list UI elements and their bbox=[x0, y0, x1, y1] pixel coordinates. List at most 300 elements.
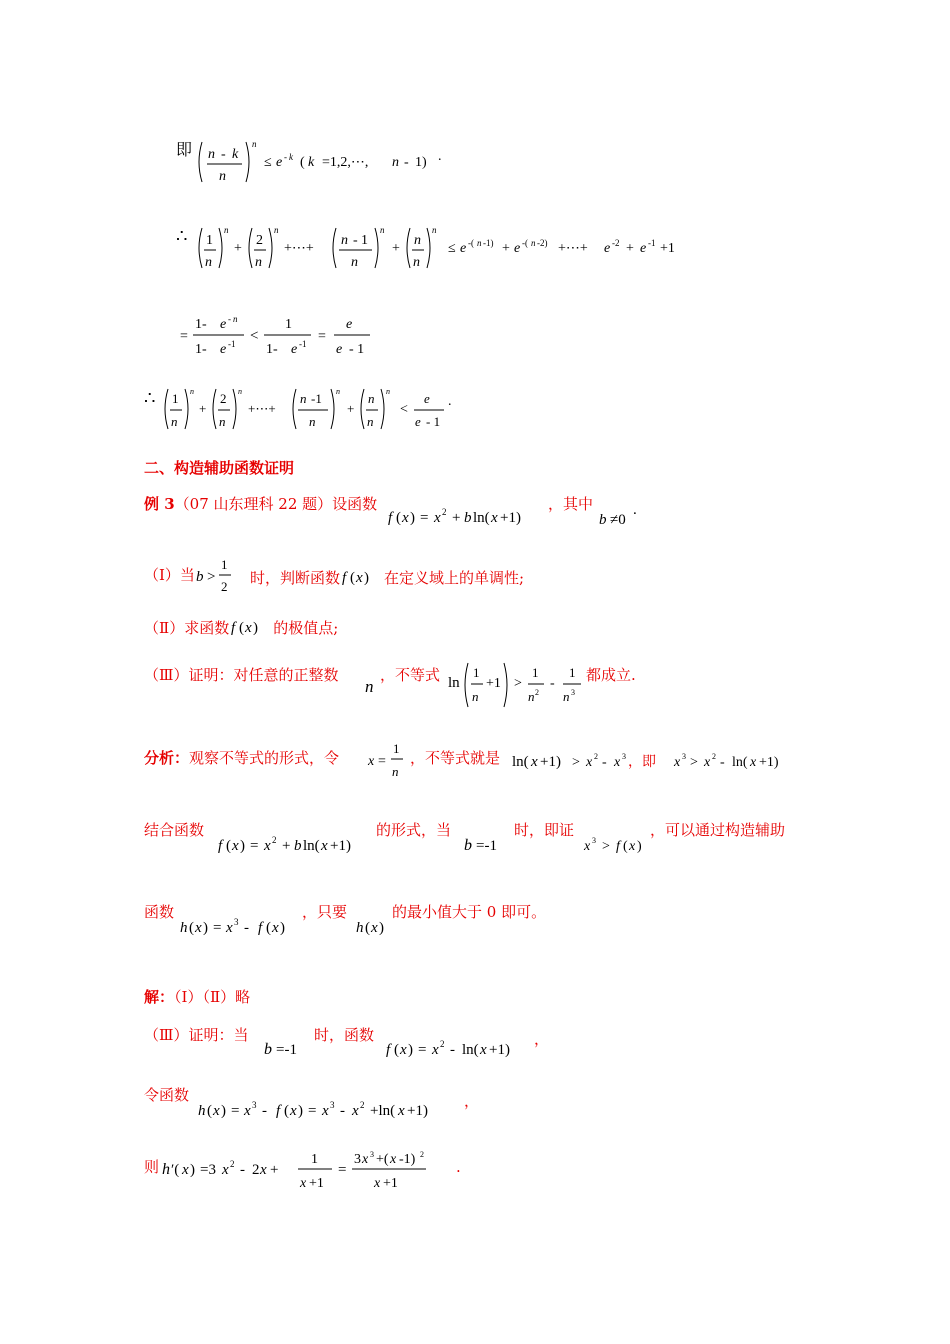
svg-text:1: 1 bbox=[532, 665, 539, 680]
svg-text:x: x bbox=[272, 920, 279, 936]
svg-text:n: n bbox=[341, 233, 348, 248]
svg-text:n: n bbox=[233, 314, 238, 324]
q1-a: （Ⅰ）当 bbox=[144, 566, 195, 584]
svg-text:3: 3 bbox=[252, 1100, 257, 1110]
svg-text:): ) bbox=[410, 510, 415, 526]
proof-line-2 bbox=[176, 228, 187, 246]
svg-text:+1): +1) bbox=[330, 838, 351, 854]
formula-b-gt-half bbox=[194, 555, 250, 597]
question-3 bbox=[144, 668, 338, 683]
svg-text:-1): -1) bbox=[399, 1152, 416, 1167]
svg-text:x: x bbox=[434, 510, 441, 526]
svg-text:x: x bbox=[614, 755, 621, 770]
svg-text:): ) bbox=[298, 1103, 303, 1119]
svg-text:-: - bbox=[262, 1103, 267, 1119]
svg-text:+⋯+: +⋯+ bbox=[284, 241, 314, 256]
svg-text:h: h bbox=[356, 920, 364, 936]
solution-s2-b: 时，函数 bbox=[314, 1026, 375, 1044]
svg-text:e: e bbox=[514, 241, 521, 256]
svg-text:2: 2 bbox=[712, 752, 716, 761]
svg-text:x: x bbox=[531, 754, 538, 770]
svg-text:(: ( bbox=[350, 570, 356, 586]
analysis-t6: 时，即证 bbox=[514, 821, 575, 839]
svg-text:=: = bbox=[338, 1162, 347, 1178]
svg-text:ln(: ln( bbox=[473, 510, 490, 526]
svg-text:+: + bbox=[199, 401, 207, 416]
svg-text:(: ( bbox=[207, 1103, 212, 1119]
formula-hx bbox=[178, 914, 308, 938]
analysis-t9: ，只要 bbox=[302, 903, 348, 921]
formula-fx-q2 bbox=[229, 618, 273, 636]
svg-text:1: 1 bbox=[311, 1152, 318, 1167]
svg-text:ln(: ln( bbox=[512, 754, 529, 770]
svg-text:f: f bbox=[276, 1103, 281, 1119]
svg-text:3: 3 bbox=[682, 752, 686, 761]
formula-b-neq-0 bbox=[597, 504, 647, 530]
svg-text:=: = bbox=[213, 920, 222, 936]
svg-text:x: x bbox=[371, 920, 378, 936]
svg-text:h: h bbox=[198, 1103, 206, 1119]
svg-text:e: e bbox=[291, 342, 298, 357]
svg-text:+1: +1 bbox=[660, 241, 675, 256]
svg-text:b: b bbox=[464, 510, 472, 526]
svg-text:=-1: =-1 bbox=[276, 1042, 297, 1058]
solution-s1: （Ⅰ）（Ⅱ）略 bbox=[174, 988, 251, 1006]
svg-text:+: + bbox=[270, 1162, 279, 1178]
svg-text:3: 3 bbox=[370, 1150, 374, 1159]
svg-text:k: k bbox=[232, 147, 239, 162]
example-source: （07 山东理科 22 题）设函数 bbox=[174, 495, 378, 513]
svg-text:>: > bbox=[602, 839, 610, 854]
analysis-line-1 bbox=[144, 751, 339, 766]
svg-text:x: x bbox=[398, 1103, 405, 1119]
svg-text:>: > bbox=[514, 676, 522, 691]
analysis-t5: 的形式，当 bbox=[376, 821, 452, 839]
svg-text:x: x bbox=[244, 1103, 251, 1119]
svg-text:+: + bbox=[502, 241, 510, 256]
svg-text:- 1: - 1 bbox=[426, 414, 441, 429]
svg-text:-(: -( bbox=[468, 238, 474, 248]
svg-text:x: x bbox=[232, 838, 239, 854]
svg-text:+1: +1 bbox=[383, 1176, 398, 1191]
solution-s2-a: （Ⅲ）证明：当 bbox=[144, 1026, 249, 1044]
svg-text:3: 3 bbox=[622, 752, 626, 761]
svg-text:ln(: ln( bbox=[303, 838, 320, 854]
svg-text:x: x bbox=[674, 755, 681, 770]
svg-text:): ) bbox=[253, 620, 259, 636]
svg-text:=: = bbox=[318, 329, 326, 344]
svg-text:-1: -1 bbox=[311, 391, 322, 406]
svg-text:-2): -2) bbox=[537, 238, 548, 248]
svg-text:e: e bbox=[604, 241, 611, 256]
svg-text:n: n bbox=[190, 387, 194, 396]
svg-text:>: > bbox=[690, 755, 698, 770]
svg-text:f: f bbox=[218, 838, 223, 854]
svg-text:n: n bbox=[392, 155, 399, 170]
svg-text:e: e bbox=[346, 317, 353, 332]
svg-text:=: = bbox=[250, 838, 259, 854]
svg-text:e: e bbox=[424, 391, 430, 406]
analysis-t8: 函数 bbox=[144, 903, 175, 921]
formula-line-2 bbox=[194, 222, 704, 274]
svg-text:k: k bbox=[308, 155, 315, 170]
svg-text:2: 2 bbox=[252, 1162, 260, 1178]
svg-text:x: x bbox=[362, 1152, 369, 1167]
svg-text:+(: +( bbox=[376, 1152, 389, 1167]
svg-text:n: n bbox=[528, 689, 535, 704]
analysis-label: 分析： bbox=[144, 749, 190, 767]
svg-text:=: = bbox=[378, 754, 386, 769]
svg-text:=: = bbox=[418, 1042, 427, 1058]
svg-text:k: k bbox=[289, 152, 293, 162]
formula-hx-sol bbox=[196, 1097, 476, 1121]
svg-text:-1: -1 bbox=[228, 339, 236, 349]
svg-text:1-: 1- bbox=[266, 342, 278, 357]
svg-text:+⋯+: +⋯+ bbox=[248, 401, 276, 416]
analysis-t1: 观察不等式的形式，令 bbox=[189, 749, 340, 767]
example-mid: ，其中 bbox=[548, 495, 594, 513]
formula-ln-gt-x2-x3 bbox=[510, 748, 810, 774]
svg-text:-1: -1 bbox=[299, 339, 307, 349]
svg-text:+: + bbox=[392, 241, 400, 256]
svg-text:n: n bbox=[224, 225, 229, 235]
line-4-prefix: ∴ bbox=[144, 388, 156, 409]
svg-text:): ) bbox=[637, 839, 642, 854]
solution-s4-a: 则 bbox=[144, 1158, 160, 1176]
svg-text:(: ( bbox=[226, 838, 231, 854]
formula-hx-2 bbox=[354, 914, 394, 938]
svg-text:n: n bbox=[386, 387, 390, 396]
svg-text:+1): +1) bbox=[540, 754, 561, 770]
svg-text:，即: ，即 bbox=[628, 755, 656, 770]
svg-text:n: n bbox=[365, 677, 374, 696]
svg-text:>: > bbox=[572, 755, 580, 770]
svg-text:n: n bbox=[205, 255, 212, 270]
svg-text:1): 1) bbox=[415, 155, 427, 170]
svg-text:3: 3 bbox=[234, 917, 239, 927]
svg-text:=1,2,⋯,: =1,2,⋯, bbox=[322, 155, 369, 170]
solution-s3-a: 令函数 bbox=[144, 1086, 190, 1104]
formula-x3-gt-fx bbox=[582, 832, 652, 856]
svg-text:2: 2 bbox=[440, 1039, 445, 1049]
svg-text:2: 2 bbox=[221, 579, 228, 594]
svg-text:-: - bbox=[244, 920, 249, 936]
svg-text:1: 1 bbox=[285, 317, 292, 332]
formula-x-eq-1-over-n bbox=[366, 739, 410, 783]
svg-text:≤: ≤ bbox=[448, 241, 456, 256]
svg-text:ln(: ln( bbox=[462, 1042, 479, 1058]
svg-text:+1): +1) bbox=[500, 510, 521, 526]
svg-text:n: n bbox=[238, 387, 242, 396]
formula-hprime bbox=[160, 1144, 450, 1196]
solution-s4-b: . bbox=[456, 1158, 461, 1176]
svg-text:n: n bbox=[368, 391, 375, 406]
formula-b-eq-neg1 bbox=[462, 832, 518, 856]
svg-text:n: n bbox=[563, 689, 570, 704]
svg-text:n: n bbox=[472, 689, 479, 704]
svg-text:(: ( bbox=[239, 620, 245, 636]
svg-text:2: 2 bbox=[220, 391, 227, 406]
svg-text:1: 1 bbox=[361, 233, 368, 248]
svg-text:1-: 1- bbox=[195, 342, 207, 357]
svg-text:x: x bbox=[390, 1152, 397, 1167]
svg-text:.: . bbox=[438, 149, 442, 164]
svg-text:(: ( bbox=[266, 920, 271, 936]
svg-text:ln(: ln( bbox=[732, 755, 748, 770]
analysis-t7: ，可以通过构造辅助 bbox=[650, 821, 786, 839]
svg-text:f: f bbox=[388, 510, 393, 526]
svg-text:f: f bbox=[258, 920, 263, 936]
svg-text:b: b bbox=[464, 837, 472, 854]
svg-text:(: ( bbox=[365, 920, 370, 936]
svg-text:x: x bbox=[182, 1162, 189, 1178]
svg-text:e: e bbox=[460, 241, 467, 256]
svg-text:e: e bbox=[336, 342, 343, 357]
svg-text:-: - bbox=[353, 233, 358, 248]
svg-text:n: n bbox=[432, 225, 437, 235]
svg-text:≤: ≤ bbox=[264, 155, 272, 170]
svg-text:<: < bbox=[250, 328, 259, 344]
svg-text:<: < bbox=[400, 402, 408, 417]
svg-text:f: f bbox=[342, 570, 347, 586]
svg-text:e: e bbox=[640, 241, 647, 256]
svg-text:x: x bbox=[195, 920, 202, 936]
formula-n bbox=[363, 674, 379, 696]
svg-text:-1: -1 bbox=[648, 238, 656, 248]
svg-text:n: n bbox=[219, 169, 226, 184]
svg-text:e: e bbox=[220, 342, 227, 357]
svg-text:n: n bbox=[219, 414, 226, 429]
svg-text:+1): +1) bbox=[489, 1042, 510, 1058]
svg-text:x: x bbox=[226, 920, 233, 936]
svg-text:(: ( bbox=[396, 510, 401, 526]
svg-text:2: 2 bbox=[230, 1159, 235, 1169]
svg-text:-: - bbox=[240, 1162, 245, 1178]
svg-text:1: 1 bbox=[569, 665, 576, 680]
svg-text:e: e bbox=[220, 317, 227, 332]
svg-text:ln: ln bbox=[448, 675, 460, 691]
svg-text:e: e bbox=[276, 155, 283, 170]
svg-text:e: e bbox=[415, 414, 421, 429]
svg-text:1: 1 bbox=[206, 233, 213, 248]
svg-text:2: 2 bbox=[256, 233, 263, 248]
svg-text:-: - bbox=[404, 155, 409, 170]
question-1 bbox=[144, 568, 195, 583]
svg-text:(: ( bbox=[394, 1042, 399, 1058]
q3-b: ，不等式 bbox=[380, 666, 441, 684]
svg-text:n: n bbox=[531, 238, 536, 248]
solution-s3-b: ， bbox=[464, 1092, 480, 1110]
svg-text:.: . bbox=[633, 504, 637, 518]
q2-a: （Ⅱ）求函数 bbox=[144, 619, 230, 637]
svg-text:3: 3 bbox=[330, 1100, 335, 1110]
svg-text:x: x bbox=[374, 1176, 381, 1191]
svg-text:+1: +1 bbox=[309, 1176, 324, 1191]
svg-text:x: x bbox=[290, 1103, 297, 1119]
svg-text:+⋯+: +⋯+ bbox=[558, 241, 588, 256]
svg-text:≠0: ≠0 bbox=[610, 512, 626, 528]
q3-c: 都成立. bbox=[586, 666, 636, 684]
svg-text:2: 2 bbox=[360, 1100, 365, 1110]
svg-text:x: x bbox=[584, 839, 591, 854]
example-label: 例 3 bbox=[144, 495, 175, 513]
svg-text:+: + bbox=[347, 401, 355, 416]
svg-text:>: > bbox=[207, 569, 216, 585]
example-3-line bbox=[144, 497, 377, 512]
svg-text:x: x bbox=[245, 620, 252, 636]
svg-text:-: - bbox=[340, 1103, 345, 1119]
svg-text:-(: -( bbox=[522, 238, 528, 248]
svg-text:n: n bbox=[309, 414, 316, 429]
svg-text:n: n bbox=[367, 414, 374, 429]
svg-text:-: - bbox=[720, 755, 725, 770]
svg-text:n: n bbox=[351, 255, 358, 270]
svg-text:-2: -2 bbox=[612, 238, 620, 248]
svg-text:x: x bbox=[352, 1103, 359, 1119]
svg-text:x: x bbox=[629, 839, 636, 854]
solution-line-1 bbox=[144, 990, 250, 1005]
svg-text:b: b bbox=[294, 838, 302, 854]
svg-text:(: ( bbox=[623, 839, 628, 854]
svg-text:1: 1 bbox=[393, 741, 400, 756]
formula-b-eq-neg1-sol bbox=[262, 1036, 318, 1060]
svg-text:1-: 1- bbox=[195, 317, 207, 332]
svg-text:): ) bbox=[379, 920, 384, 936]
svg-text:n: n bbox=[414, 233, 421, 248]
q2-b: 的极值点; bbox=[273, 619, 339, 637]
svg-text:x: x bbox=[402, 510, 409, 526]
svg-text:2: 2 bbox=[535, 688, 539, 697]
svg-text:-: - bbox=[284, 152, 287, 162]
svg-text:(: ( bbox=[189, 920, 194, 936]
svg-text:=: = bbox=[231, 1103, 240, 1119]
formula-ln-inequality bbox=[446, 657, 586, 711]
formula-fx-analysis bbox=[216, 832, 380, 856]
svg-text:(: ( bbox=[284, 1103, 289, 1119]
question-2 bbox=[144, 618, 338, 636]
svg-text:2: 2 bbox=[420, 1150, 424, 1159]
svg-text:+: + bbox=[282, 838, 291, 854]
svg-text:): ) bbox=[240, 838, 245, 854]
svg-text:+1): +1) bbox=[407, 1103, 428, 1119]
svg-text:x: x bbox=[222, 1162, 229, 1178]
svg-text:x: x bbox=[213, 1103, 220, 1119]
svg-text:x: x bbox=[356, 570, 363, 586]
svg-text:x: x bbox=[491, 510, 498, 526]
svg-text:-: - bbox=[550, 676, 555, 691]
formula-line-4 bbox=[160, 383, 460, 435]
svg-text:n: n bbox=[413, 255, 420, 270]
q3-a: （Ⅲ）证明：对任意的正整数 bbox=[144, 666, 339, 684]
svg-text:=: = bbox=[180, 329, 188, 344]
svg-text:x: x bbox=[368, 754, 375, 769]
line-1-prefix: 即 bbox=[176, 140, 193, 159]
svg-text:3: 3 bbox=[354, 1152, 361, 1167]
svg-text:3: 3 bbox=[592, 836, 596, 845]
svg-text:h: h bbox=[180, 920, 188, 936]
svg-text:x: x bbox=[432, 1042, 439, 1058]
svg-text:-1): -1) bbox=[483, 238, 494, 248]
svg-text:x: x bbox=[750, 755, 757, 770]
analysis-t10: 的最小值大于 0 即可。 bbox=[392, 903, 547, 921]
svg-text:): ) bbox=[190, 1162, 195, 1178]
svg-text:1: 1 bbox=[221, 557, 228, 572]
q1-c: 在定义域上的单调性; bbox=[384, 569, 525, 587]
section-title: 二、构造辅助函数证明 bbox=[144, 459, 295, 477]
svg-text:f: f bbox=[386, 1042, 391, 1058]
svg-text:b: b bbox=[599, 512, 607, 528]
svg-text:n: n bbox=[300, 391, 307, 406]
svg-text:=: = bbox=[308, 1103, 317, 1119]
formula-fx-sol bbox=[384, 1036, 540, 1060]
svg-text:x: x bbox=[586, 755, 593, 770]
svg-text:n: n bbox=[208, 147, 215, 162]
question-1-rest bbox=[250, 568, 524, 586]
svg-text:- 1: - 1 bbox=[349, 342, 365, 357]
line-2-prefix: ∴ bbox=[176, 226, 188, 247]
svg-text:+: + bbox=[452, 510, 461, 526]
svg-text:): ) bbox=[408, 1042, 413, 1058]
svg-text:′(: ′( bbox=[171, 1162, 180, 1178]
svg-text:=-1: =-1 bbox=[476, 838, 497, 854]
svg-text:x: x bbox=[400, 1042, 407, 1058]
formula-fx bbox=[386, 502, 556, 528]
formula-line-1 bbox=[194, 136, 454, 188]
svg-text:+1): +1) bbox=[759, 755, 779, 770]
analysis-t2: ，不等式就是 bbox=[410, 749, 501, 767]
formula-line-3 bbox=[178, 310, 388, 362]
svg-text:): ) bbox=[364, 570, 370, 586]
svg-text:-: - bbox=[450, 1042, 455, 1058]
svg-text:+: + bbox=[626, 241, 634, 256]
svg-text:-: - bbox=[221, 147, 226, 162]
solution-label: 解： bbox=[144, 988, 175, 1006]
svg-text:x: x bbox=[321, 838, 328, 854]
svg-text:): ) bbox=[280, 920, 285, 936]
formula-fx-q1 bbox=[340, 568, 384, 586]
svg-text:x: x bbox=[480, 1042, 487, 1058]
svg-text:+ln(: +ln( bbox=[370, 1103, 396, 1119]
svg-text:n: n bbox=[392, 764, 399, 779]
svg-text:x: x bbox=[264, 838, 271, 854]
svg-text:b: b bbox=[196, 569, 204, 585]
svg-text:1: 1 bbox=[473, 665, 480, 680]
svg-text:2: 2 bbox=[272, 835, 277, 845]
svg-text:x: x bbox=[260, 1162, 267, 1178]
svg-text:f: f bbox=[616, 839, 620, 854]
svg-text:f: f bbox=[231, 620, 236, 636]
svg-text:h: h bbox=[162, 1161, 170, 1178]
svg-text:n: n bbox=[171, 414, 178, 429]
svg-text:1: 1 bbox=[172, 391, 179, 406]
svg-text:=3: =3 bbox=[200, 1162, 216, 1178]
svg-text:x: x bbox=[704, 755, 711, 770]
svg-text:=: = bbox=[420, 510, 429, 526]
svg-text:(: ( bbox=[300, 155, 305, 170]
svg-text:n: n bbox=[255, 255, 262, 270]
svg-text:+1: +1 bbox=[486, 676, 501, 691]
q1-b: 时，判断函数 bbox=[250, 569, 341, 587]
svg-text:x: x bbox=[300, 1176, 307, 1191]
svg-text:2: 2 bbox=[442, 507, 447, 517]
solution-s2-c: ， bbox=[534, 1030, 550, 1048]
svg-text:n: n bbox=[274, 225, 279, 235]
svg-text:n: n bbox=[252, 139, 257, 149]
svg-text:b: b bbox=[264, 1041, 272, 1058]
svg-text:n: n bbox=[380, 225, 385, 235]
proof-line-4 bbox=[144, 390, 155, 408]
svg-text:-: - bbox=[602, 755, 607, 770]
